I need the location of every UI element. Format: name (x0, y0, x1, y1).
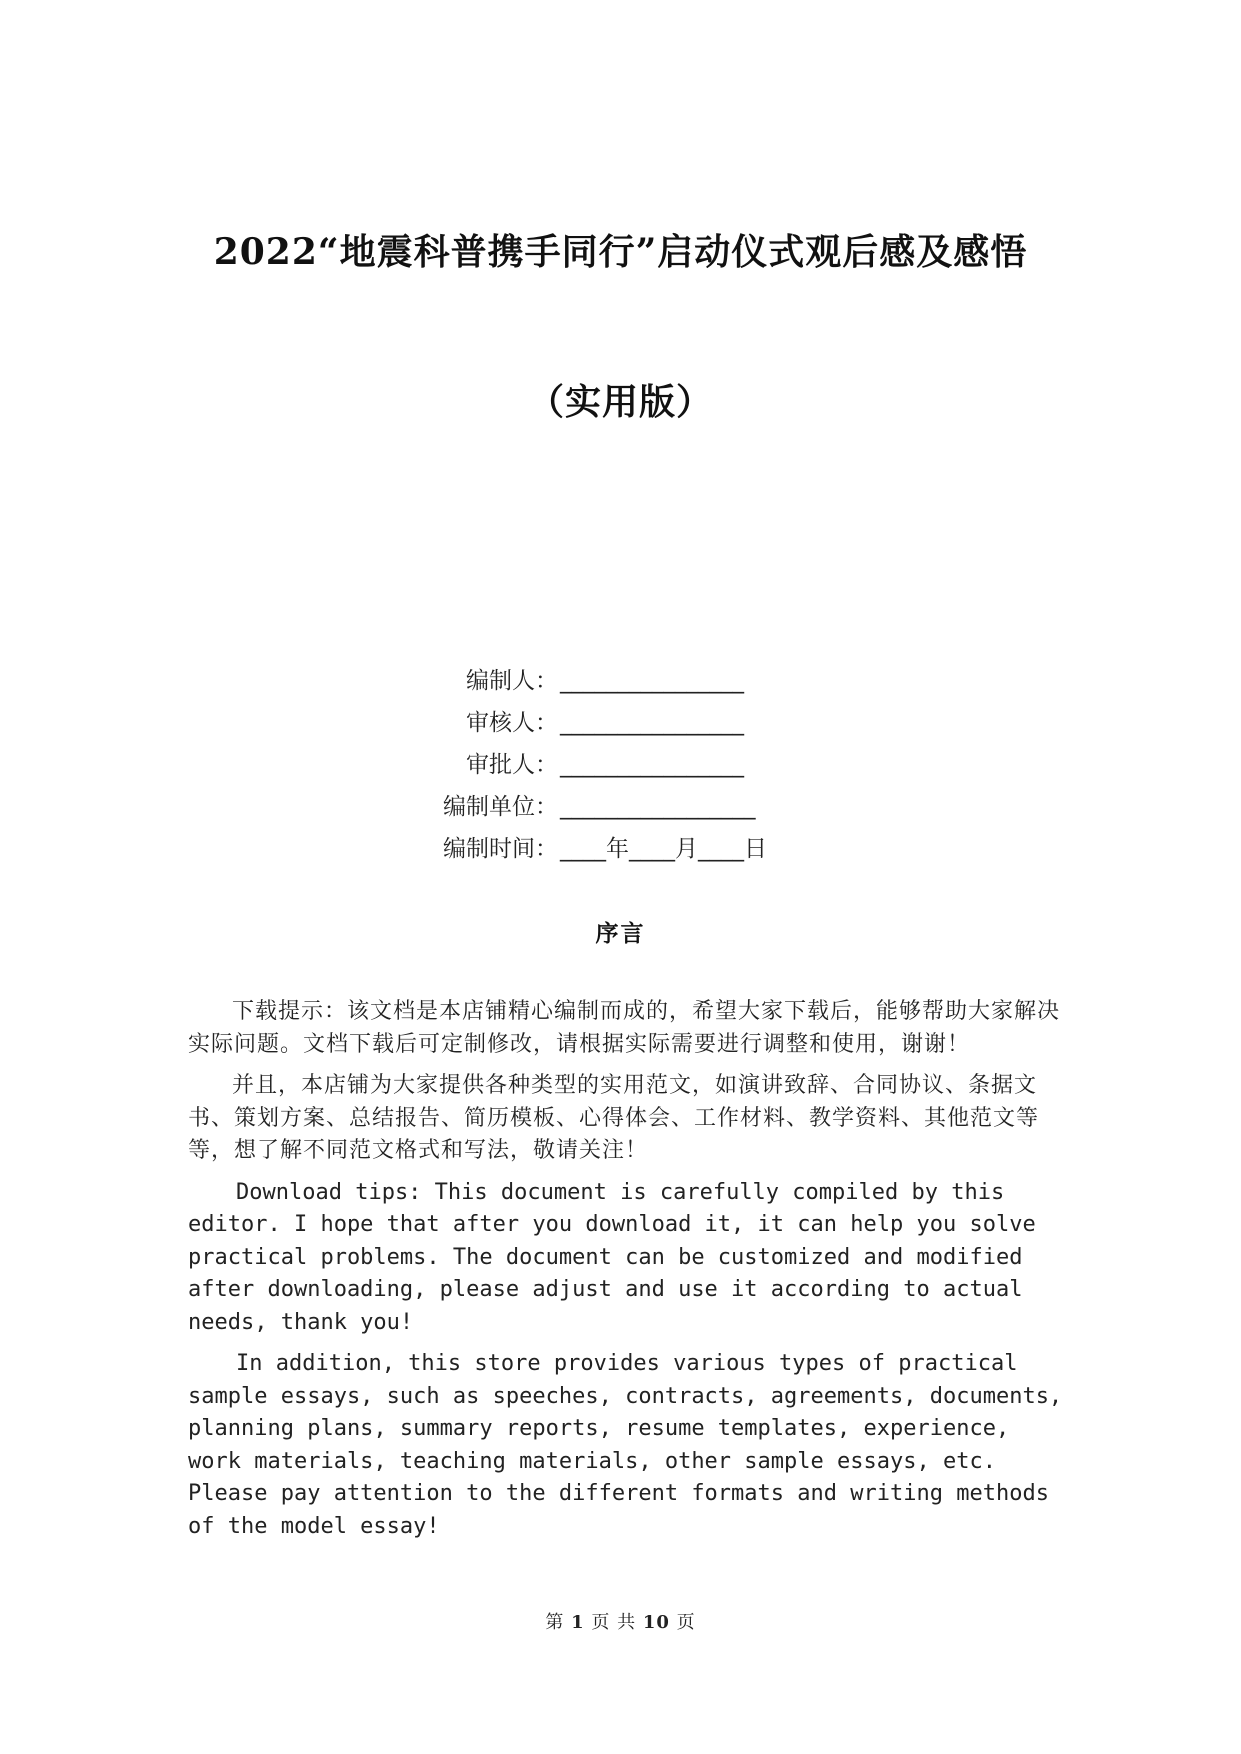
meta-label: 审核人： (466, 710, 558, 736)
meta-label: 编制时间： (443, 836, 558, 862)
paragraph-download-tip-cn: 下载提示：该文档是本店铺精心编制而成的，希望大家下载后，能够帮助大家解决实际问题。文档下载后可定制修改，请根据实际需要进行调整和使用，谢谢！ (188, 999, 1061, 1057)
footer-suffix: 页 (676, 1612, 696, 1633)
meta-label: 编制人： (466, 668, 558, 694)
page-footer (0, 1608, 1241, 1634)
paragraph-store-info-en: In addition, this store provides various types of practical sample essays, such as speeches, contracts, agreements, documents, planning plans, summary reports, resume templates, experience, work materials, teaching materials, other sample essays, etc. Please pay attention to the different formats and writing methods of the model essay! (188, 1351, 1063, 1539)
meta-row-compiler (430, 660, 850, 702)
meta-value-blank: _________________ (560, 794, 756, 820)
meta-row-date (430, 828, 850, 870)
meta-value-blank: ________________ (560, 668, 744, 694)
meta-value-date: ____年____月____日 (560, 836, 767, 862)
meta-label: 编制单位： (443, 794, 558, 820)
current-page-number: 1 (571, 1612, 585, 1633)
meta-row-reviewer (430, 702, 850, 744)
meta-label: 审批人： (466, 752, 558, 778)
preface-body (188, 996, 1068, 1552)
meta-row-approver (430, 744, 850, 786)
meta-value-blank: ________________ (560, 710, 744, 736)
document-subtitle: （实用版） (527, 381, 713, 423)
meta-value-blank: ________________ (560, 752, 744, 778)
footer-prefix: 第 (545, 1612, 565, 1633)
paragraph-store-info-cn: 并且，本店铺为大家提供各种类型的实用范文，如演讲致辞、合同协议、条据文书、策划方案、总结报告、简历模板、心得体会、工作材料、教学资料、其他范文等等，想了解不同范文格式和写法，敬请关注！ (188, 1073, 1040, 1163)
preface-heading: 序言 (595, 921, 646, 947)
signoff-block (430, 660, 850, 870)
paragraph-download-tip-en: Download tips: This document is carefully compiled by this editor. I hope that after you download it, it can help you solve practical problems. The document can be customized and modified after downloading, please adjust and use it according to actual needs, thank you! (188, 1179, 1036, 1335)
footer-middle: 页 共 (591, 1612, 637, 1633)
total-page-number: 10 (642, 1612, 670, 1633)
meta-row-unit (430, 786, 850, 828)
document-title: 2022“地震科普携手同行”启动仪式观后感及感悟 (213, 231, 1028, 273)
